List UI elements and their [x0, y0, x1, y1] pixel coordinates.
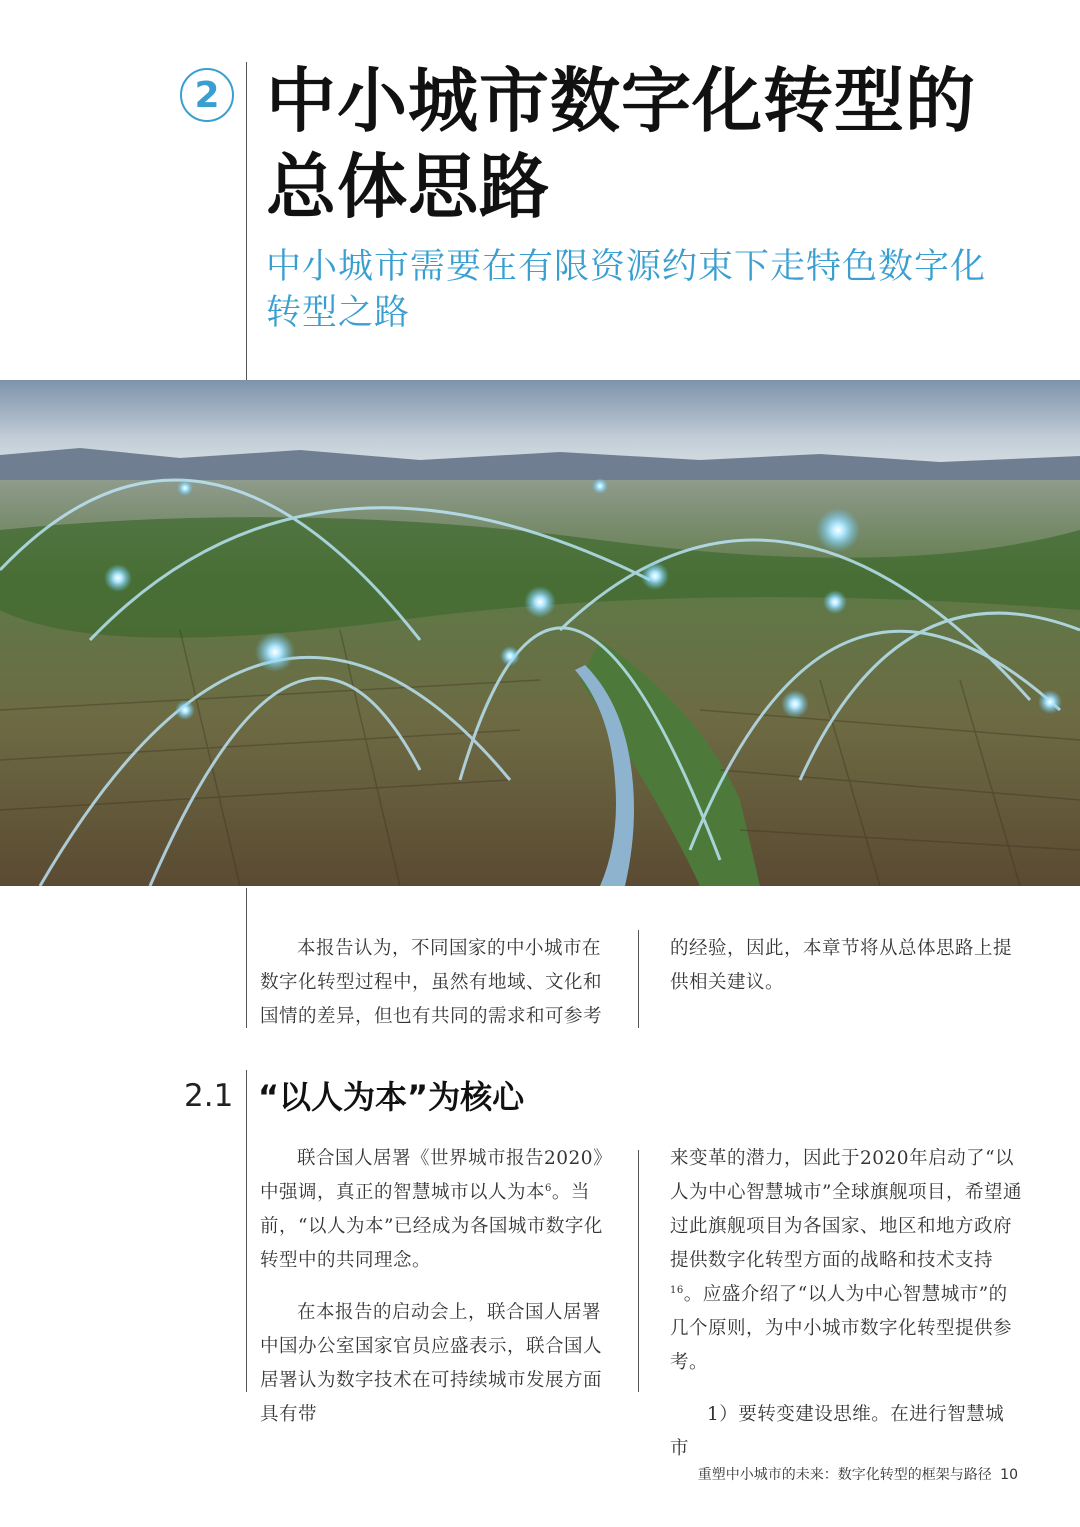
- intro-column-right: 的经验，因此，本章节将从总体思路上提供相关建议。: [670, 938, 1013, 993]
- body-paragraph: 来变革的潜力，因此于2020年启动了“以人为中心智慧城市”全球旗舰项目，希望通过此旗舰项目为各国家、地区和地方政府提供数字化转型方面的战略和技术支持$^{16}$。应盛介绍了“以人为中心智慧城市”的几个原则，为中小城市数字化转型提供参考。: [670, 1148, 1022, 1373]
- body-column-right: [670, 1142, 1022, 1466]
- footer-title: 重塑中小城市的未来：数字化转型的框架与路径: [697, 1467, 992, 1483]
- section-number: 2.1: [184, 1078, 234, 1114]
- body-column-left: [260, 1142, 612, 1432]
- body-paragraph: 1）要转变建设思维。在进行智慧城市: [670, 1404, 1005, 1459]
- section-title: “以人为本”为核心: [258, 1078, 525, 1116]
- chapter-subtitle: 中小城市需要在有限资源约束下走特色数字化 转型之路: [266, 247, 987, 333]
- header-divider: [246, 62, 247, 380]
- page-number: 10: [1000, 1467, 1018, 1483]
- body-paragraph: 联合国人居署《世界城市报告2020》中强调，真正的智慧城市以人为本$^6$。当前，“以人为本”已经成为各国城市数字化转型中的共同理念。: [260, 1148, 603, 1271]
- body-paragraph: 在本报告的启动会上，联合国人居署中国办公室国家官员应盛表示，联合国人居署认为数字技术在可持续城市发展方面具有带: [260, 1302, 603, 1425]
- footnote-ref: 6: [545, 1182, 552, 1194]
- footnote-ref: 16: [670, 1284, 684, 1296]
- intro-divider-left: [246, 888, 247, 1028]
- hero-image-farmland-network: [0, 380, 1080, 886]
- intro-divider-right: [638, 930, 639, 1028]
- chapter-title: 中小城市数字化转型的 总体思路: [266, 60, 976, 228]
- page-footer: [698, 1464, 1018, 1484]
- body-divider-right: [638, 1150, 639, 1392]
- chapter-number-badge: 2: [180, 68, 234, 122]
- intro-column-left: 本报告认为，不同国家的中小城市在数字化转型过程中，虽然有地域、文化和国情的差异，但也有共同的需求和可参考: [260, 938, 603, 1027]
- section-divider: [246, 1070, 247, 1392]
